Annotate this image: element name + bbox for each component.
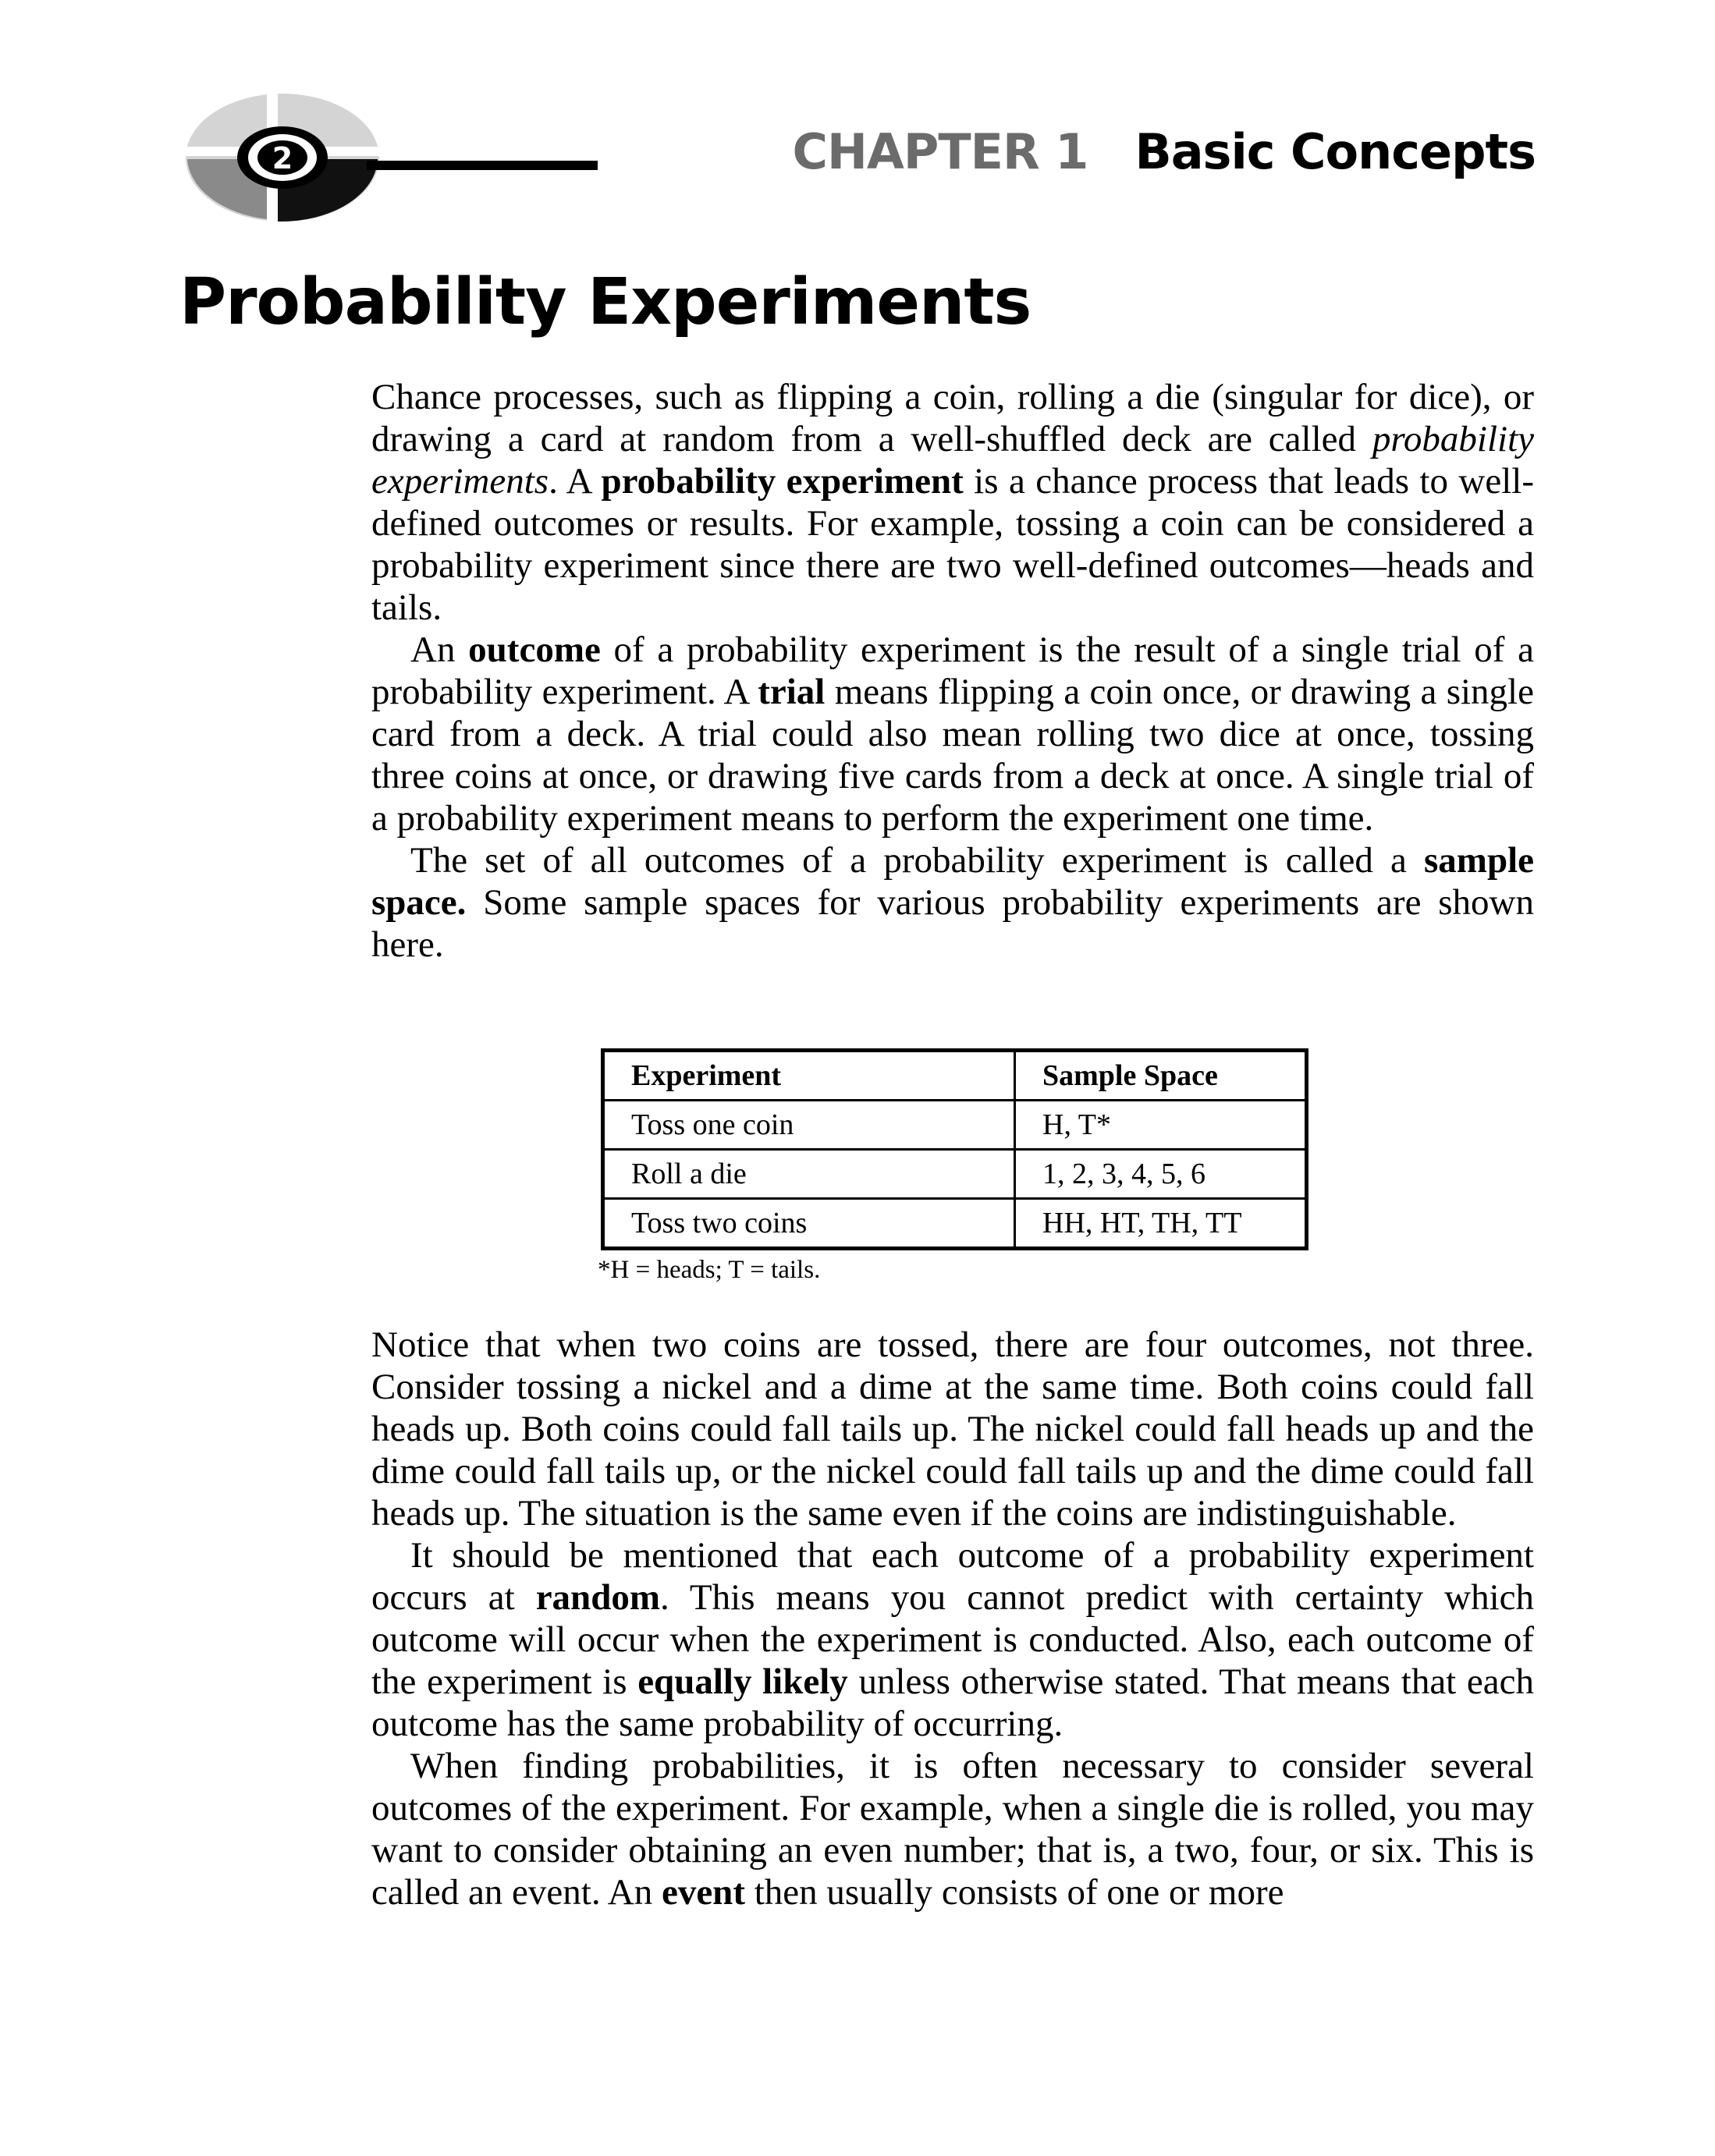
paragraph (371, 1745, 1534, 1913)
bold-term: probability experiment (601, 461, 964, 502)
chapter-label: CHAPTER 1 (792, 123, 1088, 180)
table-row (603, 1150, 1307, 1199)
text-run: of a probability experiment is the result of a single trial of a probability experiment. A (371, 629, 1534, 712)
bold-term: outcome (468, 629, 601, 670)
text-run: It should be mentioned that each outcome of a probability experiment occurs at (371, 1535, 1534, 1618)
section-title: Probability Experiments (179, 265, 1031, 339)
bold-term: sample space. (371, 840, 1534, 923)
body-text-before-table (371, 376, 1534, 966)
bold-term: equally likely (637, 1661, 848, 1702)
table-cell: H, T* (1015, 1101, 1307, 1150)
text-run: means flipping a coin once, or drawing a single card from a deck. A trial could also mean rolling two dice at once, tossing three coins at once, or drawing five cards from a deck at once. A single trial of a probability experiment means to perform the experiment one time. (371, 672, 1534, 839)
table-cell: Roll a die (603, 1150, 1015, 1199)
table-cell: Toss two coins (603, 1199, 1015, 1249)
text-run: then usually consists of one or more (744, 1872, 1284, 1913)
table-header-row (603, 1051, 1307, 1101)
bold-term: event (661, 1872, 745, 1913)
running-header (793, 123, 1536, 180)
table-cell: 1, 2, 3, 4, 5, 6 (1015, 1150, 1307, 1199)
chapter-badge (184, 92, 381, 223)
text-run: Notice that when two coins are tossed, there are four outcomes, not three. Consider tossing a nickel and a dime at the same time. Both coins could fall heads up. Both coins could fall tails up. The nickel could fall heads up and the dime could fall tails up, or the nickel could fall tails up and the dime could fall heads up. The situation is the same even if the coins are indistinguishable. (371, 1324, 1534, 1534)
paragraph (371, 839, 1534, 966)
text-run: An (410, 629, 469, 670)
page-number: 2 (272, 141, 293, 176)
bold-term: trial (758, 672, 826, 712)
paragraph (371, 376, 1534, 629)
table-cell: Toss one coin (603, 1101, 1015, 1150)
chapter-title: Basic Concepts (1134, 123, 1536, 180)
table-header-experiment: Experiment (603, 1051, 1015, 1101)
paragraph (371, 629, 1534, 839)
text-run: is a chance process that leads to well-defined outcomes or results. For example, tossing a coin can be considered a probability experiment since there are two well-defined outcomes—heads and tails. (371, 461, 1534, 628)
body-text-after-table (371, 1324, 1534, 1913)
table-header-sample-space: Sample Space (1015, 1051, 1307, 1101)
text-run: The set of all outcomes of a probability experiment is called a (410, 840, 1424, 881)
paragraph (371, 1534, 1534, 1745)
table-row (603, 1199, 1307, 1249)
bold-term: random (535, 1577, 660, 1618)
table-footnote: *H = heads; T = tails. (598, 1256, 821, 1284)
italic-term: probability experiments (371, 419, 1534, 502)
text-run: When finding probabilities, it is often necessary to consider several outcomes of the experiment. For example, when a single die is rolled, you may want to consider obtaining an even number; that is, a two, four, or six. This is called an event. An (371, 1746, 1534, 1913)
paragraph (371, 1324, 1534, 1534)
table-row (603, 1101, 1307, 1150)
text-run: . This means you cannot predict with certainty which outcome will occur when the experiment is conducted. Also, each outcome of the experiment is (371, 1577, 1534, 1702)
sample-space-table (601, 1048, 1308, 1250)
text-run: unless otherwise stated. That means that each outcome has the same probability of occurring. (371, 1661, 1534, 1744)
text-run: Chance processes, such as flipping a coin, rolling a die (singular for dice), or drawing a card at random from a well-shuffled deck are called (371, 377, 1534, 459)
text-run: Some sample spaces for various probability experiments are shown here. (371, 882, 1534, 965)
table-cell: HH, HT, TH, TT (1015, 1199, 1307, 1249)
text-run: . A (549, 461, 602, 502)
header-rule (367, 161, 598, 170)
